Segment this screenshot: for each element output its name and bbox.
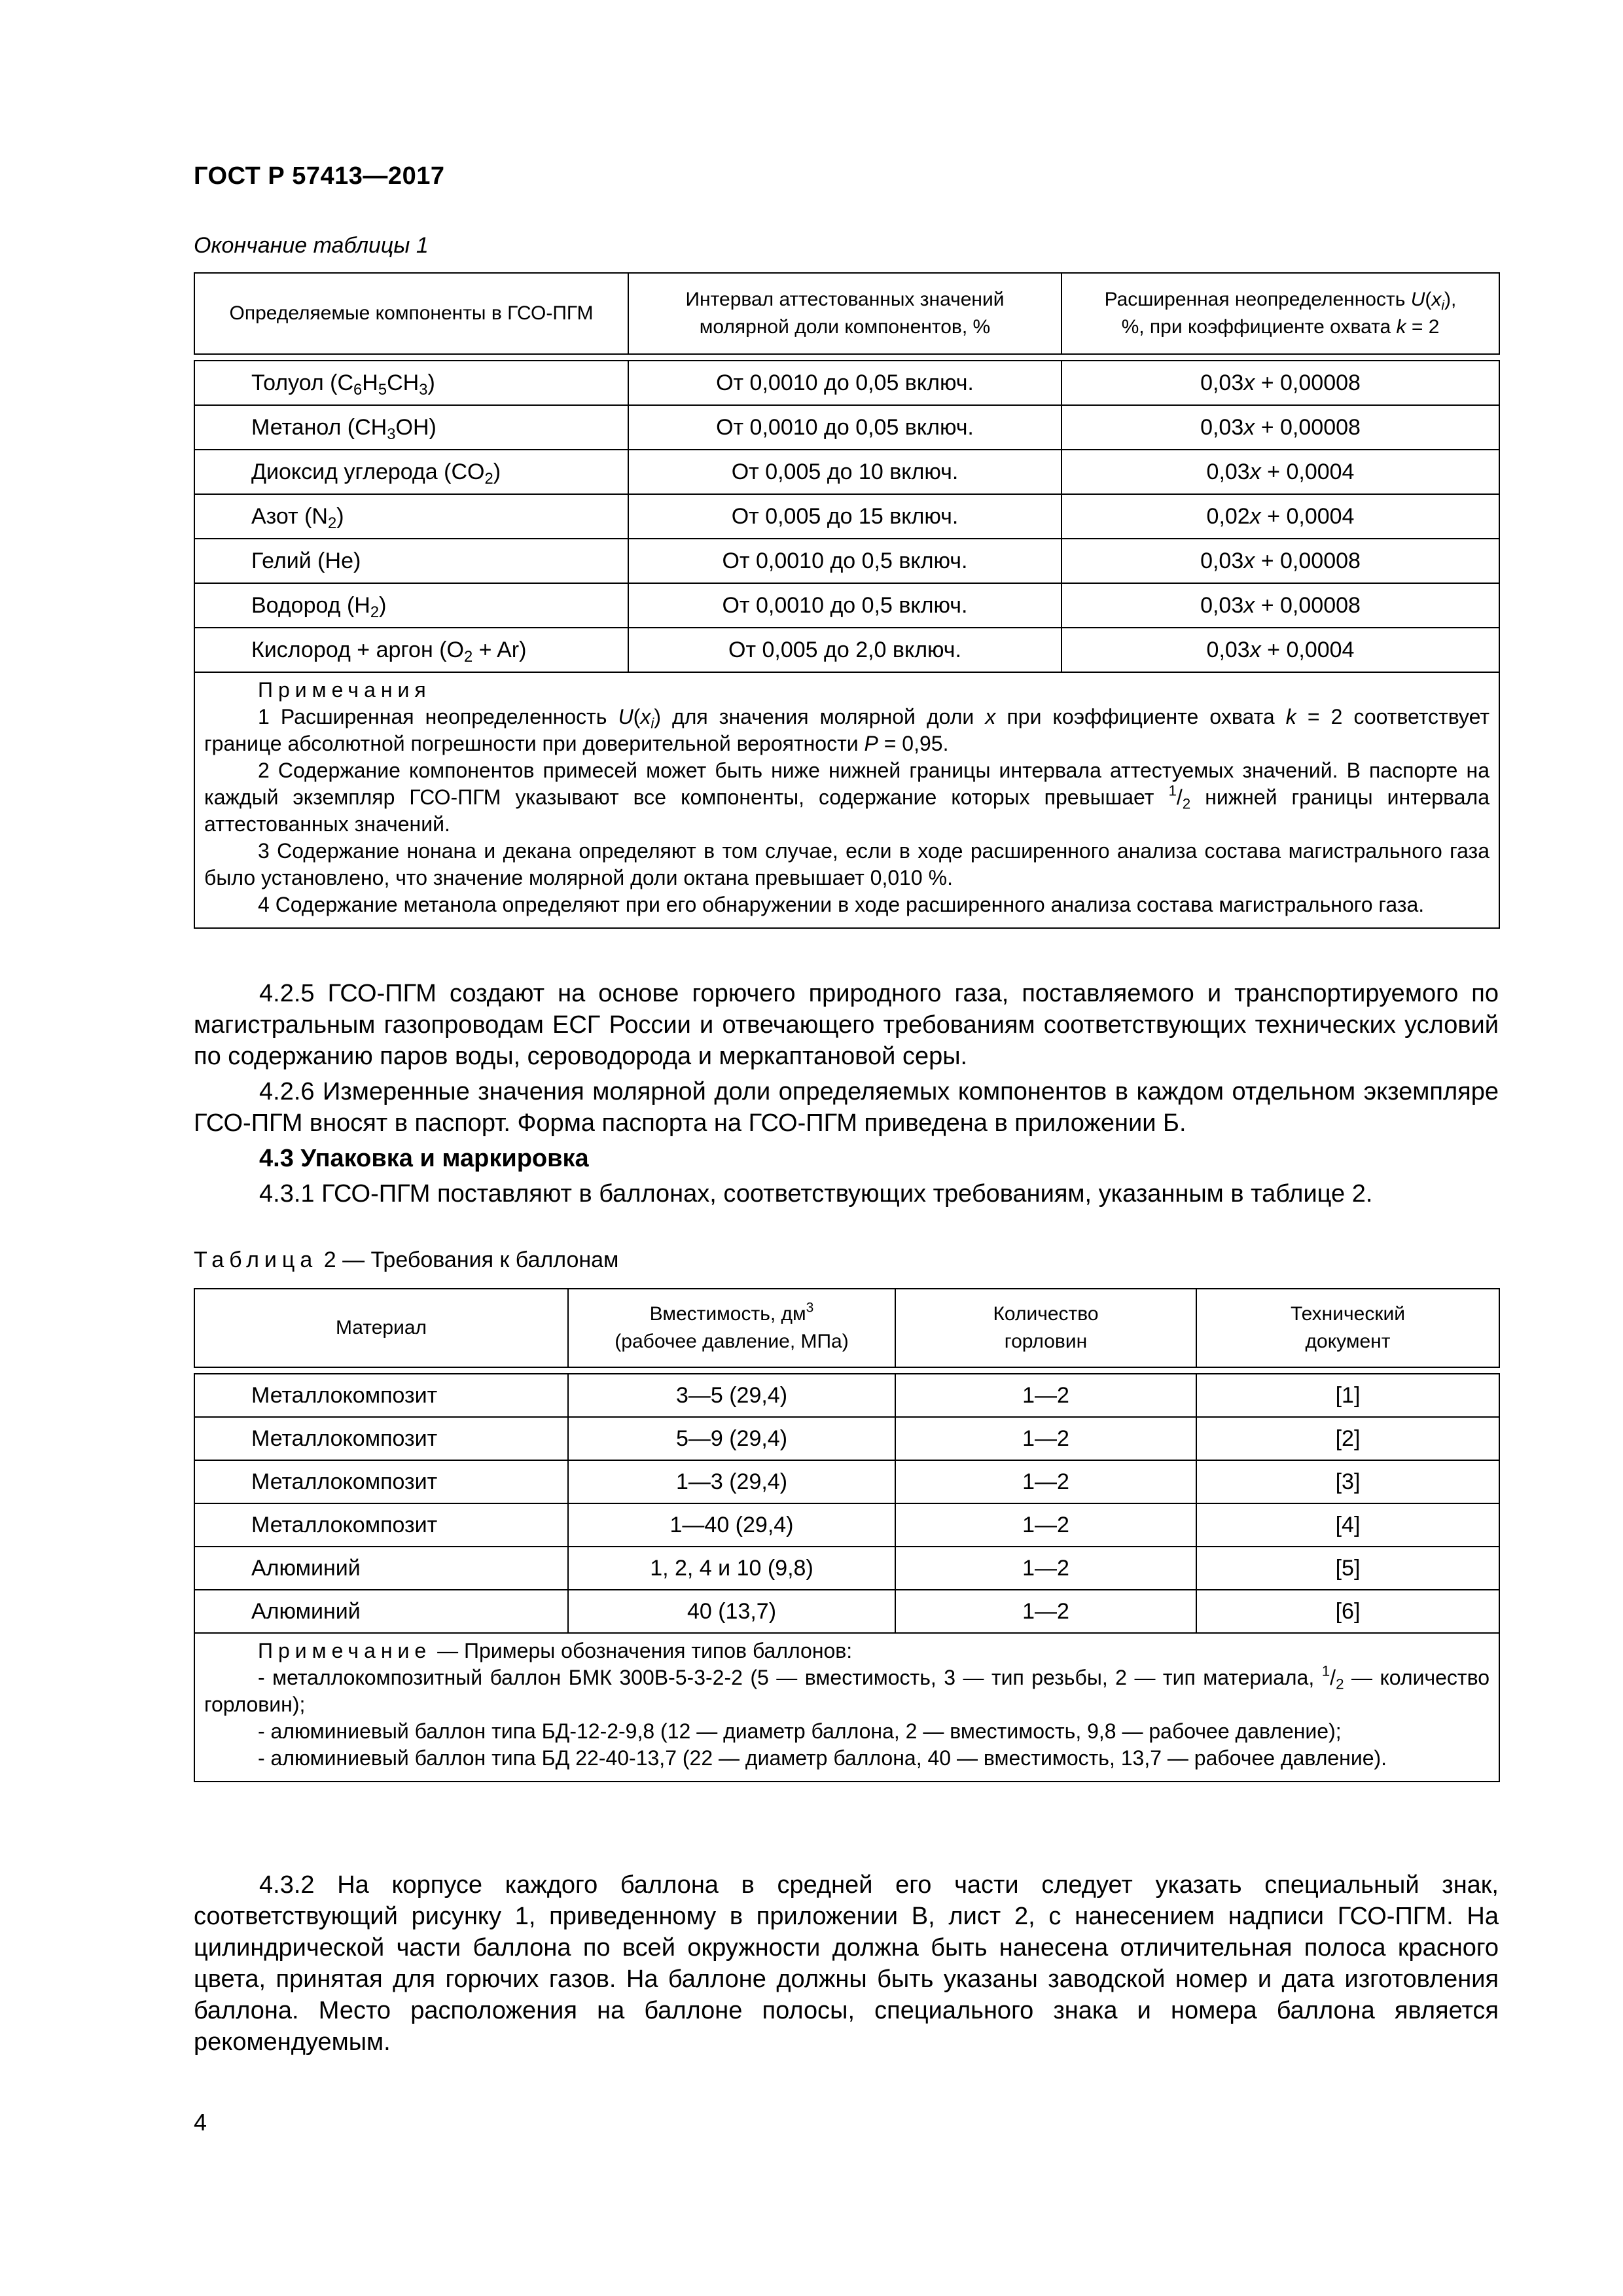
interval-cell: От 0,0010 до 0,5 включ.	[628, 583, 1061, 628]
table-row	[194, 1374, 1499, 1417]
material-cell: Металлокомпозит	[194, 1460, 568, 1503]
table-row	[194, 1417, 1499, 1460]
component-cell: Диоксид углерода $(CO_2)$	[194, 450, 628, 494]
component-cell: Водород $(H_2)$	[194, 583, 628, 628]
capacity-cell: 1—3 (29,4)	[568, 1460, 895, 1503]
table1-header-uncertainty: Расширенная неопределенность $U(x_i)$, %, при коэффициенте охвата k = 2	[1061, 273, 1499, 354]
necks-cell: 1—2	[895, 1503, 1196, 1547]
interval-cell: От 0,005 до 10 включ.	[628, 450, 1061, 494]
table-row	[194, 450, 1499, 494]
note-line-1: - металлокомпозитный баллон БМК 300В-5-3-2-2 (5 — вместимость, 3 — тип резьбы, 2 — тип материала, $^1/_2$ — количество горловин);	[204, 1662, 1490, 1716]
interval-cell: От 0,005 до 2,0 включ.	[628, 628, 1061, 672]
capacity-cell: 5—9 (29,4)	[568, 1417, 895, 1460]
interval-cell: От 0,0010 до 0,05 включ.	[628, 361, 1061, 405]
table-row	[194, 628, 1499, 672]
table-2	[194, 1288, 1500, 1782]
necks-cell: 1—2	[895, 1417, 1196, 1460]
table1-header-interval: Интервал аттестованных значений молярной доли компонентов, %	[628, 273, 1061, 354]
uncertainty-cell: 0,03x + 0,0004	[1061, 628, 1499, 672]
note-3: 3 Содержание нонана и декана определяют в том случае, если в ходе расширенного анализа состава магистрального газа было установлено, что значение молярной доли октана превышает 0,010 %.	[204, 839, 1489, 889]
component-cell: Кислород + аргон $(O_2 + Ar)$	[194, 628, 628, 672]
material-cell: Алюминий	[194, 1590, 568, 1633]
paragraph-4-2-5: 4.2.5 ГСО-ПГМ создают на основе горючего природного газа, поставляемого и транспортируемого по магистральным газопроводам ЕСГ России и отвечающего требованиям соответствующих технических условий по содержанию паров воды, сероводорода и меркаптановой серы.	[194, 980, 1499, 1070]
paragraph-4-3-2: 4.3.2 На корпусе каждого баллона в средней его части следует указать специальный знак, соответствующий рисунку 1, приведенному в приложении В, лист 2, с нанесением надписи ГСО-ПГМ. На цилиндрической части баллона по всей окружности должна быть нанесена отличительная полоса красного цвета, принятая для горючих газов. На баллоне должны быть указаны заводской номер и дата изготовления баллона. Место расположения на баллоне полосы, специального знака и номера баллона является рекомендуемым.	[194, 1871, 1499, 2056]
table-row	[194, 1590, 1499, 1633]
uncertainty-cell: 0,03x + 0,00008	[1061, 361, 1499, 405]
table-row	[194, 1503, 1499, 1547]
note-2: 2 Содержание компонентов примесей может быть ниже нижней границы интервала аттестуемых значений. В паспорте на каждый экземпляр ГСО-ПГМ указывают все компоненты, содержание которых превышает $^1/_2$ нижней границы интервала аттестованных значений.	[204, 759, 1490, 836]
body-text-lower	[194, 1869, 1499, 2058]
component-cell: Азот $(N_2)$	[194, 494, 628, 539]
note-line-2: - алюминиевый баллон типа БД-12-2-9,8 (12 — диаметр баллона, 2 — вместимость, 9,8 — рабочее давление);	[258, 1719, 1342, 1743]
necks-cell: 1—2	[895, 1590, 1196, 1633]
table1-header-components: Определяемые компоненты в ГСО-ПГМ	[194, 273, 628, 354]
section-heading-4-3: 4.3 Упаковка и маркировка	[259, 1145, 589, 1172]
capacity-cell: 3—5 (29,4)	[568, 1374, 895, 1417]
component-cell: Метанол $(CH_3OH)$	[194, 405, 628, 450]
table-row	[194, 494, 1499, 539]
document-cell: [3]	[1196, 1460, 1499, 1503]
capacity-cell: 1—40 (29,4)	[568, 1503, 895, 1547]
document-cell: [2]	[1196, 1417, 1499, 1460]
table2-header-necks: Количество горловин	[895, 1289, 1196, 1367]
document-cell: [4]	[1196, 1503, 1499, 1547]
table2-note: Примечание — Примеры обозначения типов баллонов: - металлокомпозитный баллон БМК 300В-5-3-2-2 (5 — вместимость, 3 — тип резьбы, 2 — тип материала, $^1/_2$ — количество горловин); - алюминиевый баллон типа БД-12-2-9,8 (12 — диаметр баллона, 2 — вместимость, 9,8 — рабочее давление); - алюминиевый баллон типа БД 22-40-13,7 (22 — диаметр баллона, 40 — вместимость, 13,7 — рабочее давление).	[194, 1633, 1499, 1782]
document-cell: [5]	[1196, 1547, 1499, 1590]
document-header: ГОСТ Р 57413—2017	[194, 162, 445, 190]
page-number: 4	[194, 2109, 207, 2136]
component-cell: Гелий (He)	[194, 539, 628, 583]
table1-caption: Окончание таблицы 1	[194, 233, 429, 258]
uncertainty-cell: 0,03x + 0,00008	[1061, 583, 1499, 628]
table-row	[194, 1547, 1499, 1590]
body-text-upper	[194, 978, 1499, 1210]
table-row	[194, 1460, 1499, 1503]
table-1	[194, 272, 1500, 929]
table1-notes	[194, 672, 1499, 928]
capacity-cell: 1, 2, 4 и 10 (9,8)	[568, 1547, 895, 1590]
component-cell: Толуол $(C_6H_5CH_3)$	[194, 361, 628, 405]
interval-cell: От 0,0010 до 0,5 включ.	[628, 539, 1061, 583]
material-cell: Алюминий	[194, 1547, 568, 1590]
document-cell: [1]	[1196, 1374, 1499, 1417]
table-row	[194, 361, 1499, 405]
note-line-3: - алюминиевый баллон типа БД 22-40-13,7 (22 — диаметр баллона, 40 — вместимость, 13,7 — рабочее давление).	[258, 1746, 1387, 1770]
note-1: 1 Расширенная неопределенность $U(x_i)$ для значения молярной доли x при коэффициенте охвата k = 2 соответствует границе абсолютной погрешности при доверительной вероятности P = 0,95.	[204, 705, 1490, 755]
table-row	[194, 539, 1499, 583]
capacity-cell: 40 (13,7)	[568, 1590, 895, 1633]
notes-title: Примечания	[258, 678, 431, 702]
material-cell: Металлокомпозит	[194, 1503, 568, 1547]
material-cell: Металлокомпозит	[194, 1417, 568, 1460]
uncertainty-cell: 0,03x + 0,0004	[1061, 450, 1499, 494]
uncertainty-cell: 0,02x + 0,0004	[1061, 494, 1499, 539]
uncertainty-cell: 0,03x + 0,00008	[1061, 405, 1499, 450]
table2-header-capacity: Вместимость, $дм^3$ (рабочее давление, МПа)	[568, 1289, 895, 1367]
table2-header-material: Материал	[194, 1289, 568, 1367]
necks-cell: 1—2	[895, 1374, 1196, 1417]
table-row	[194, 583, 1499, 628]
table2-header-document: Технический документ	[1196, 1289, 1499, 1367]
paragraph-4-3-1: 4.3.1 ГСО-ПГМ поставляют в баллонах, соответствующих требованиям, указанным в таблице 2.	[259, 1180, 1373, 1208]
necks-cell: 1—2	[895, 1547, 1196, 1590]
necks-cell: 1—2	[895, 1460, 1196, 1503]
document-cell: [6]	[1196, 1590, 1499, 1633]
interval-cell: От 0,0010 до 0,05 включ.	[628, 405, 1061, 450]
interval-cell: От 0,005 до 15 включ.	[628, 494, 1061, 539]
table-row	[194, 405, 1499, 450]
paragraph-4-2-6: 4.2.6 Измеренные значения молярной доли определяемых компонентов в каждом отдельном экземпляре ГСО-ПГМ вносят в паспорт. Форма паспорта на ГСО-ПГМ приведена в приложении Б.	[194, 1078, 1499, 1137]
uncertainty-cell: 0,03x + 0,00008	[1061, 539, 1499, 583]
material-cell: Металлокомпозит	[194, 1374, 568, 1417]
note-4: 4 Содержание метанола определяют при его обнаружении в ходе расширенного анализа состава магистрального газа.	[258, 893, 1425, 916]
table2-caption: Таблица 2 — Требования к баллонам	[194, 1247, 619, 1272]
